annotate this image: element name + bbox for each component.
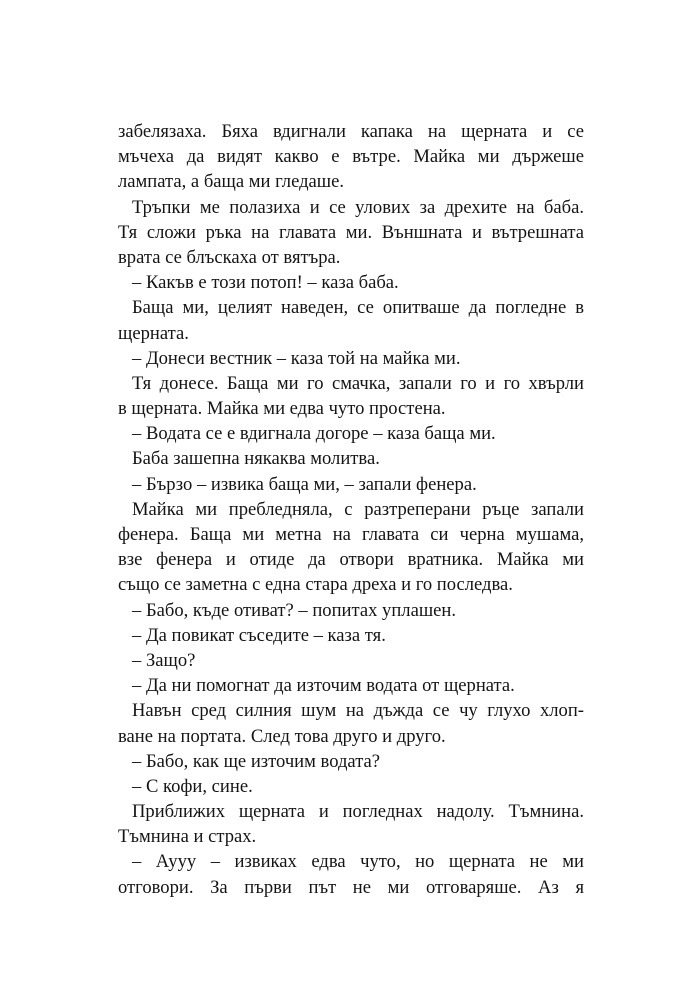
text-line: – Бързо – извика баща ми, – запали фенера.: [132, 473, 477, 495]
text-line: Майка ми пребледняла, с разтреперани ръце запали: [132, 498, 584, 520]
text-line: взе фенера и отиде да отвори вратника. Майка ми: [118, 549, 584, 571]
text-line: – С кофи, сине.: [132, 775, 253, 797]
text-line: врата се блъскаха от вятъра.: [118, 246, 341, 268]
text-line: Баща ми, целият наведен, се опитваше да погледне в: [132, 297, 584, 319]
text-line: Тъмнина и страх.: [118, 826, 257, 848]
text-line: Приближих щерната и погледнах надолу. Тъмнина.: [132, 801, 584, 823]
text-line: – Бабо, къде отиват? – попитах уплашен.: [132, 599, 456, 621]
text-line: също се заметна с една стара дреха и го последва.: [118, 574, 513, 596]
text-line: ване на портата. След това друго и друго.: [118, 725, 446, 747]
body-text: [118, 119, 584, 900]
text-line: в щерната. Майка ми едва чуто простена.: [118, 398, 446, 420]
text-line: Навън сред силния шум на дъжда се чу глухо хлоп-: [132, 700, 584, 722]
text-line: – Да ни помогнат да източим водата от щерната.: [132, 675, 515, 697]
text-line: – Водата се е вдигнала догоре – каза баща ми.: [132, 423, 496, 445]
text-line: – Защо?: [132, 649, 196, 671]
text-line: – Аууу – извиках едва чуто, но щерната не ми: [132, 851, 584, 873]
text-line: Тя донесе. Баща ми го смачка, запали го и го хвърли: [132, 372, 584, 394]
text-line: – Да повикат съседите – каза тя.: [132, 624, 386, 646]
text-line: – Бабо, как ще източим водата?: [132, 750, 381, 772]
text-line: щерната.: [118, 322, 189, 344]
text-line: забелязаха. Бяха вдигнали капака на щерната и се: [118, 121, 584, 142]
text-line: лампата, а баща ми гледаше.: [118, 171, 345, 193]
text-line: отговори. За първи път не ми отговаряше. Аз я: [118, 876, 584, 898]
text-line: Тръпки ме полазиха и се улових за дрехите на баба.: [132, 196, 584, 218]
text-line: Баба зашепна някаква молитва.: [132, 448, 380, 470]
text-line: фенера. Баща ми метна на главата си черна мушама,: [118, 524, 584, 545]
text-line: Тя сложи ръка на главата ми. Външната и вътрешната: [118, 221, 584, 243]
text-line: – Какъв е този потоп! – каза баба.: [132, 272, 399, 294]
text-line: мъчеха да видят какво е вътре. Майка ми държеше: [118, 146, 584, 168]
text-line: – Донеси вестник – каза той на майка ми.: [132, 347, 461, 369]
